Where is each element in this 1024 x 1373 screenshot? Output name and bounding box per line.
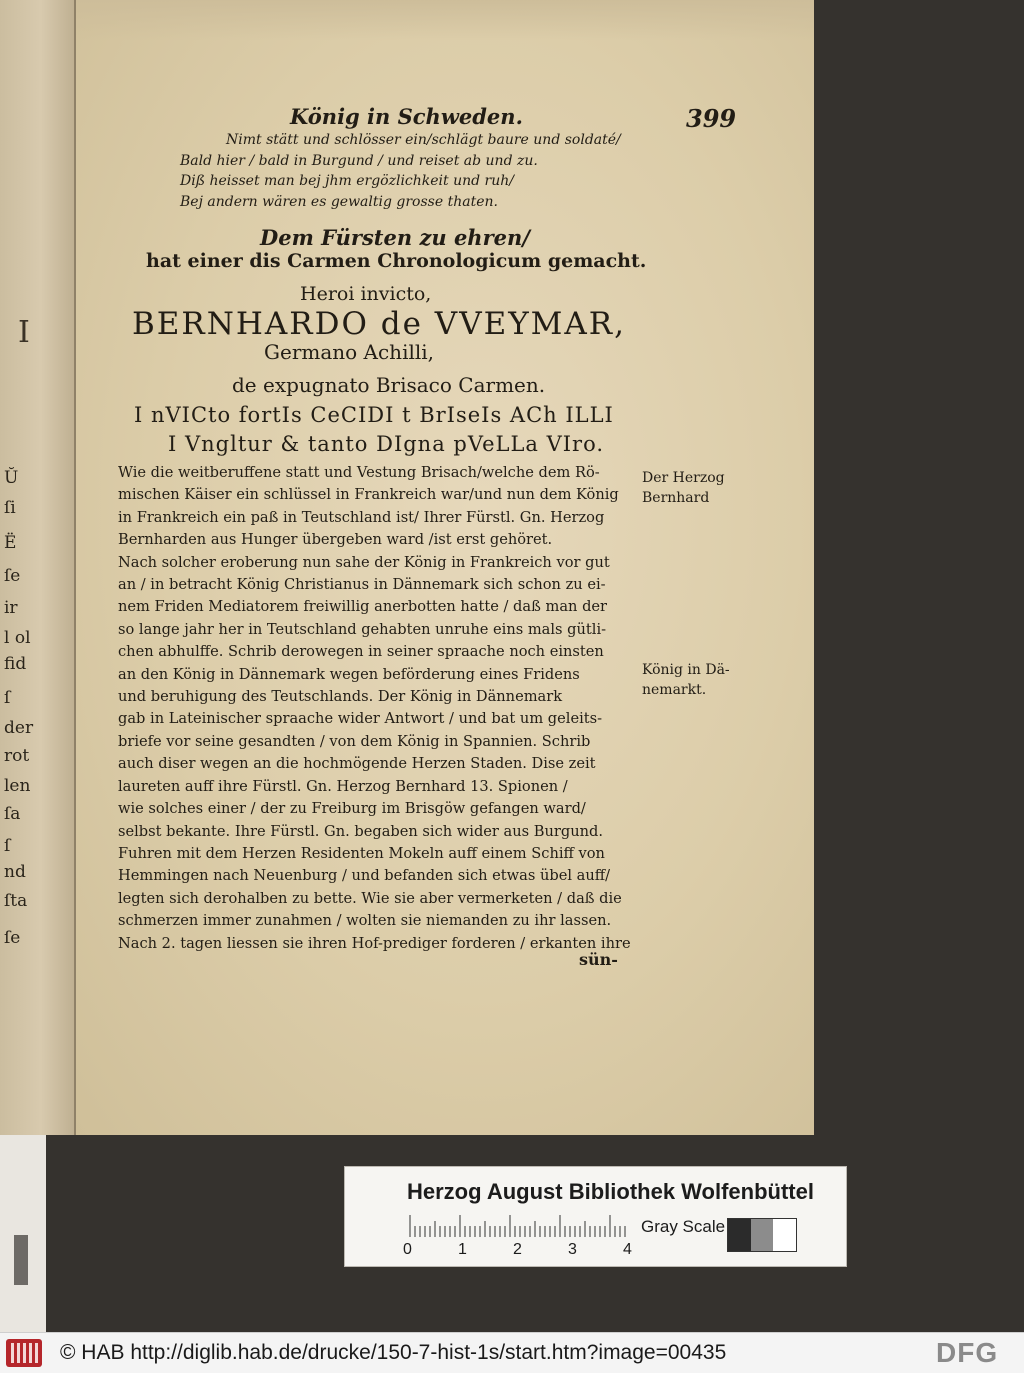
poem-line: Diß heisset man bej jhm ergözlichkeit und ruh/ bbox=[180, 173, 514, 189]
poem-line: Nimt stätt und schlösser ein/schlägt baure und soldaté/ bbox=[226, 132, 621, 148]
body-line: laureten auff ihre Fürstl. Gn. Herzog Bernhard 13. Spionen / bbox=[118, 777, 568, 795]
footer-bar bbox=[0, 1332, 1024, 1373]
body-line: an den König in Dännemark wegen beförderung eines Fridens bbox=[118, 665, 580, 683]
poem-line: Bald hier / bald in Burgund / und reiset ab und zu. bbox=[180, 152, 538, 169]
body-line: Hemmingen nach Neuenburg / und befanden sich etwas übel auff/ bbox=[118, 867, 611, 885]
bernhardo-heading: BERNHARDO de VVEYMAR, bbox=[132, 306, 626, 342]
swatch-dark bbox=[728, 1219, 751, 1251]
library-name: Herzog August Bibliothek Wolfenbüttel bbox=[407, 1179, 814, 1204]
body-line: und beruhigung des Teutschlands. Der König in Dännemark bbox=[118, 688, 563, 706]
chronogram-line: I nVICto fortIs CeCIDI t BrIseIs ACh ILLI bbox=[134, 403, 614, 427]
body-line: nem Friden Mediatorem freiwillig anerbotten hatte / daß man der bbox=[118, 598, 608, 616]
heroi-line: Heroi invicto, bbox=[300, 283, 432, 305]
body-line: selbst bekante. Ihre Fürstl. Gn. begaben sich wider aus Burgund. bbox=[118, 822, 603, 840]
dedication-line: hat einer dis Carmen Chronologicum gemacht. bbox=[146, 250, 647, 272]
page-number: 399 bbox=[686, 104, 737, 133]
body-line: wie solches einer / der zu Freiburg im Brisgöw gefangen ward/ bbox=[118, 800, 586, 818]
body-line: gab in Lateinischer spraache wider Antwort / und bat um geleits- bbox=[118, 710, 603, 728]
book-spine bbox=[0, 1135, 46, 1332]
body-line: schmerzen immer zunahmen / wolten sie niemanden zu ihr lassen. bbox=[118, 912, 612, 930]
body-line: Nach solcher eroberung nun sahe der König in Frankreich vor gut bbox=[118, 553, 610, 571]
body-line: mischen Käiser ein schlüssel in Frankreich war/und nun dem König bbox=[118, 486, 619, 504]
poem-line: Bej andern wären es gewaltig grosse thaten. bbox=[180, 193, 498, 210]
book-page bbox=[76, 0, 814, 1135]
dedication-line: Dem Fürsten zu ehren/ bbox=[260, 225, 530, 250]
body-line: chen abhulffe. Schrib derowegen in seiner spraache noch einsten bbox=[118, 643, 604, 661]
body-line: Fuhren mit dem Herzen Residenten Mokeln auff einem Schiff von bbox=[118, 844, 605, 862]
body-line: Nach 2. tagen liessen sie ihren Hof-prediger forderen / erkanten ihre bbox=[118, 934, 631, 952]
catchword: sün- bbox=[579, 950, 618, 969]
adjacent-page-edge: I Ŭ ſi Ë ſe ir l ol fid ſ der rot len ſa ſ nd ſta ſe bbox=[0, 0, 76, 1135]
margin-note: Der Herzog Bernhard bbox=[642, 470, 725, 506]
margin-note: König in Dä- nemarkt. bbox=[642, 662, 730, 698]
gray-scale-swatch bbox=[727, 1218, 797, 1252]
germano-line: Germano Achilli, bbox=[264, 340, 435, 364]
swatch-light bbox=[773, 1219, 796, 1251]
chronogram-line: I Vngltur & tanto DIgna pVeLLa VIro. bbox=[168, 432, 605, 456]
swatch-mid bbox=[751, 1219, 774, 1251]
running-head: König in Schweden. bbox=[290, 104, 523, 129]
body-line: legten sich derohalben zu bette. Wie sie aber vermerketen / daß die bbox=[118, 889, 622, 907]
ruler-numbers: 0 1 2 3 4 bbox=[403, 1241, 632, 1258]
body-line: an / in betracht König Christianus in Dännemark sich schon zu ei- bbox=[118, 576, 606, 594]
gray-scale-label: Gray Scale bbox=[641, 1217, 726, 1236]
citation-link[interactable]: © HAB http://diglib.hab.de/drucke/150-7-hist-1s/start.htm?image=00435 bbox=[60, 1341, 727, 1364]
dfg-logo: DFG bbox=[936, 1337, 999, 1368]
ruler-scale bbox=[409, 1215, 629, 1237]
body-line: Bernharden aus Hunger übergeben ward /ist erst gehöret. bbox=[118, 531, 553, 549]
body-text bbox=[118, 462, 636, 955]
color-reference-card bbox=[344, 1166, 847, 1267]
body-line: so lange jahr her in Teutschland gehabten unruhe eins mals gütli- bbox=[118, 620, 607, 638]
poem-block bbox=[180, 130, 621, 212]
body-line: in Frankreich ein paß in Teutschland ist/ Ihrer Fürstl. Gn. Herzog bbox=[118, 508, 605, 526]
body-line: briefe vor seine gesandten / von dem König in Spannien. Schrib bbox=[118, 732, 591, 750]
carmen-title: de expugnato Brisaco Carmen. bbox=[232, 373, 546, 397]
library-logo-icon bbox=[6, 1339, 42, 1367]
body-line: auch diser wegen an die hochmögende Herzen Staden. Dise zeit bbox=[118, 755, 596, 773]
body-line: Wie die weitberuffene statt und Vestung Brisach/welche dem Rö- bbox=[118, 464, 600, 481]
